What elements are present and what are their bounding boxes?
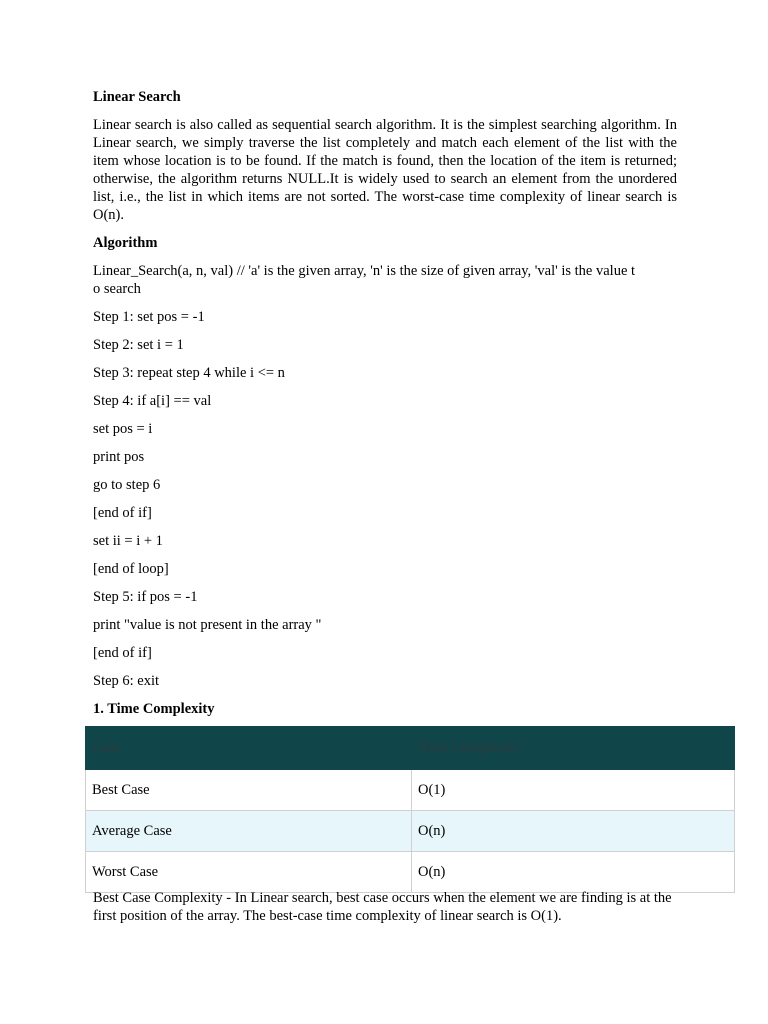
step-line: [end of if]: [93, 645, 152, 661]
header-case: Case: [86, 727, 412, 770]
step-line: print pos: [93, 449, 145, 465]
document-body: [93, 88, 677, 728]
step-line: Step 1: set pos = -1: [93, 309, 205, 325]
complexity-table: [85, 726, 735, 893]
time-complexity-heading: 1. Time Complexity: [93, 701, 215, 717]
algorithm-signature-continued: o search: [93, 281, 141, 297]
step-line: [end of if]: [93, 505, 152, 521]
section-title: Linear Search: [93, 89, 181, 105]
complexity-table-wrapper: [85, 726, 735, 893]
step-line: Step 2: set i = 1: [93, 337, 184, 353]
step-line: set ii = i + 1: [93, 533, 163, 549]
cell-complexity: O(1): [412, 770, 735, 811]
best-case-paragraph: Best Case Complexity - In Linear search, best case occurs when the element we are finding is at the first position of the array. The best-case time complexity of linear search is O(1).: [93, 890, 672, 924]
cell-complexity: O(n): [412, 852, 735, 893]
intro-paragraph: Linear search is also called as sequential search algorithm. It is the simplest searching algorithm. In Linear search, we simply traverse the list completely and match each element of the list with the item whose location is to be found. If the match is found, then the location of the item is returned; otherwise, the algorithm returns NULL.It is widely used to search an element from the unordered list, i.e., the list in which items are not sorted. The worst-case time complexity of linear search is O(n).: [93, 117, 677, 223]
table-row: [86, 811, 735, 852]
cell-case: Worst Case: [86, 852, 412, 893]
cell-case: Average Case: [86, 811, 412, 852]
step-line: set pos = i: [93, 421, 153, 437]
step-line: Step 3: repeat step 4 while i <= n: [93, 365, 285, 381]
header-time-complexity: Time Complexity: [412, 727, 735, 770]
cell-case: Best Case: [86, 770, 412, 811]
step-line: Step 4: if a[i] == val: [93, 393, 212, 409]
table-row: [86, 852, 735, 893]
step-line: print "value is not present in the array ": [93, 617, 322, 633]
cell-complexity: O(n): [412, 811, 735, 852]
algorithm-signature: Linear_Search(a, n, val) // 'a' is the given array, 'n' is the size of given array, 'val' is the value t: [93, 263, 636, 279]
table-row: [86, 770, 735, 811]
table-header-row: [86, 727, 735, 770]
step-line: Step 5: if pos = -1: [93, 589, 198, 605]
step-line: [end of loop]: [93, 561, 169, 577]
step-line: Step 6: exit: [93, 673, 160, 689]
step-line: go to step 6: [93, 477, 161, 493]
algorithm-heading: Algorithm: [93, 235, 158, 251]
